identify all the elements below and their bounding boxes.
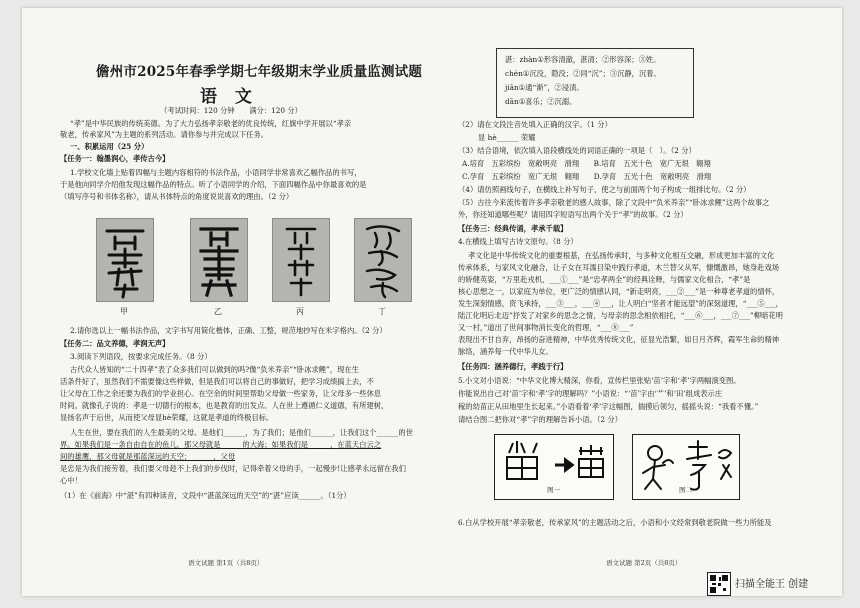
calligraphy-image-jia: [97, 219, 153, 301]
passage-p2-line-4: 是忠是为我们接劳着，我们要父母趁不上我们的步伐时，记得牵着父母的手，一起慢步!让感孝永远留在我们: [60, 464, 406, 473]
passage-p1-line-5: 显扬名声于后世，从而使父母显hè荣耀，这就是孝道的终极目标。: [60, 413, 274, 422]
q5-line-2: 你能说出自己对‘苗’字和‘孝’字的理解吗？”小语说：“‘苗’字由‘艹’和‘田’组成表示庄: [458, 389, 723, 398]
right-page: [442, 8, 842, 596]
calligraphy-image-ding: [355, 219, 411, 301]
poem-line-2: 传承体系，与家风文化融合，让子女在耳濡目染中践行孝道，木兰替父从军，慷慨激昂，她身赴戏场: [458, 263, 780, 272]
q3-text: 3.阅读下列语段，按要求完成任务。（8 分）: [70, 352, 212, 361]
poem-line-8: 表现出不甘自弃，昂扬的奋进精神，中华优秀传统文化，征显光浩繁，如日月齐辉，霞军生命的精神: [458, 335, 780, 344]
passage-p1-line-4: 时间。就像孔子说的：孝是一切德行的根本，也是教育的出发点。人在世上遵循仁义道德，有所建树，: [60, 401, 389, 410]
poem-line-4: 核心思想之一，以家庭为单位，更广泛的情感认同，“新走明亮，___②___”是一种尊老孝道的情怀，: [458, 287, 780, 296]
task-4-title: 【任务四：涵养德行，孝践于行】: [458, 362, 568, 371]
left-page: [22, 8, 430, 596]
task-1-title: 【任务一：翰墨润心，孝传古今】: [60, 154, 170, 163]
plate-label-jia: 甲: [120, 307, 128, 316]
poem-line-5: 发生深刻情感，资飞承持，___③___，___④___，让人明白“坚者才能远望”的深刻道理，“___⑤___，: [458, 299, 783, 308]
passage-p1-line-1: 古代众人皆知的“二十四孝”表了众多我们可以做到的吗?像“负米养亲”“卧冰求鲤”，现在生: [70, 365, 359, 374]
q1-line-3: （填写序号和书体名称），请从书体特点的角度说说喜欢的理由。（2 分）: [60, 192, 294, 201]
q5-line-3: 稼的幼苗正从田地里生长起来。”小语看着‘孝’字这幅图，揣摸后领匀，摇摇头说：“我看不懂。”: [458, 402, 759, 411]
subject-title: 语 文: [200, 87, 258, 107]
def-line-1: 湛：zhàn①形容清澈，湛清；②形容深；③姓。: [505, 55, 661, 64]
q1-line-2: 于是他向同学介绍他发现这幅作品的特点。听了小语同学的介绍，下面四幅作品中你最喜欢的是: [60, 180, 367, 189]
calligraphy-plate-ding: [354, 218, 412, 302]
intro-line-2: 敬老，传承家风”为主题的系列活动。请你参与并完成以下任务。: [60, 130, 269, 139]
pronunciation-box: [496, 48, 694, 118]
q2-text: 2.请你选以上一幅书法作品，文字书写用简化楷体，正确、工整，规范地抄写在米字格内。（2 分）: [70, 326, 387, 335]
figure-2-xiao-evolution: [632, 434, 740, 500]
exam-sheet: [22, 8, 842, 596]
passage-p1-line-3: 让父母在工作之余还要为我们的学业担心。在空余的时间里帮助父母做一些家务，让父母多一些休息: [60, 389, 382, 398]
calligraphy-plate-jia: [96, 218, 154, 302]
calligraphy-image-bing: [273, 219, 329, 301]
poem-line-7: 又一村，”道出了世间事物消长变化的哲理，“___⑧___”: [458, 323, 634, 332]
exam-info: （考试时间：120 分钟 满分：120 分）: [160, 106, 302, 115]
section-1-title: 一、积累运用（25 分）: [70, 142, 149, 151]
footer-right: 语文试题 第2页（共8页）: [606, 559, 682, 567]
q3-1-text: （1）在《前海》中“湛”有四种读音，文段中“湛蓝深远的天空”的“湛”应读______。（1分）: [60, 491, 351, 500]
def-line-3: jiān①通“渐”，②浸渍。: [505, 83, 584, 92]
figure-1-caption: 图一: [547, 486, 560, 494]
task-3-title: 【任务三：经典传诵，孝承千载】: [458, 224, 568, 233]
passage-p2-line-5: 心中！: [60, 476, 82, 485]
plate-label-ding: 丁: [378, 307, 386, 316]
q3-4-text: （4）请仿照画线句子，在横线上补写句子，使之与前面两个句子构成一组排比句。（2 分）: [458, 185, 751, 194]
q1-line-1: 1.学校文化墙上贴着四幅与主题内容相符的书法作品，小语同学非常喜欢乙幅作品的书写，: [70, 168, 362, 177]
poem-line-9: 脉络，涵养每一代中华儿女。: [458, 347, 553, 356]
scanner-brand-label: 扫描全能王 创建: [735, 579, 809, 590]
q6-text: 6.白从学校开展“孝亲敬老，传承家风”的主题活动之后，小语和小文经常到敬老院做一些力所能及: [458, 518, 772, 527]
passage-p1-line-2: 活条件好了，虽然我们不需要像这些样做，但是我们可以将自己的事做好，把学习成绩搞上去，不: [60, 377, 374, 386]
option-c-d: C.孕育 五彩缤纷 宽广无垠 翱翔 D.孕育 五光十色 宽敞明亮 滑翔: [462, 172, 712, 181]
q3-2-answer-line: 显 hè______ 荣耀: [478, 133, 536, 142]
q4-text: 4.在横线上填写古诗文原句。（8 分）: [458, 237, 578, 246]
passage-p2-line-2: 界。如果我们是一条自由自在的鱼儿，那父母就是______的大海；如果我们是______，在蓝天白云之: [60, 440, 382, 449]
calligraphy-plate-yi: [190, 218, 248, 302]
plate-label-yi: 乙: [214, 307, 222, 316]
intro-line-1: “孝”是中华民族的传统美德。为了大力弘扬孝亲敬老的优良传统，红旗中学开展以“孝亲: [70, 119, 352, 128]
figure-1-miao-evolution: [494, 434, 614, 500]
q3-5-line-2: 外，你还知道哪些呢？请用四字短语写出两个关于“孝”的故事。（2 分）: [458, 210, 688, 219]
qr-code-icon: [707, 572, 731, 596]
figure-2-caption: 图二: [679, 486, 692, 494]
calligraphy-plate-bing: [272, 218, 330, 302]
q5-line-1: 5.小文对小语说：“中华文化博大精深，你看，宣传栏里张贴‘苗’字和‘孝’字两幅演变图。: [458, 376, 741, 385]
task-2-title: 【任务二：品文养德，孝润无声】: [60, 339, 170, 348]
passage-p2-line-1: 人生在世，要在我们的人生最美的父母。是他们______，为了我们；是他们______，让我们这个______的世: [70, 428, 413, 437]
footer-left: 语文试题 第1页（共8页）: [188, 559, 264, 567]
q3-5-line-1: （5）古往今来流传着许多孝亲敬老的感人故事，除了文段中“负米养亲”“卧冰求鲤”这两个故事之: [458, 198, 770, 207]
q5-line-4: 请结合图二把你对“孝”字的理解告诉小语。（2 分）: [458, 415, 623, 424]
calligraphy-image-yi: [191, 219, 247, 301]
def-line-2: chén①沉没，隐没；②同“沉”；③沉静，沉着。: [505, 69, 661, 78]
q3-2-text: （2）请在文段注音处填入正确的汉字。（1 分）: [458, 120, 612, 129]
poem-line-6: 陆江化明后北迈”抒发了对家乡的思念之情，与母亲的思念相依相托，“___⑥___，___⑦___”柳暗花明: [458, 311, 783, 320]
exam-title: 儋州市2025年春季学期七年级期末学业质量监测试题: [96, 64, 423, 80]
poem-line-3: 的矫健英姿，“万里赴戎机，___①___”是“忠孝两全”的经典诠释，与儒家文化相合，“孝”是: [458, 275, 751, 284]
q3-3-text: （3）结合语境，依次填入语段横线处的词语正确的一项是（ ）。（2 分）: [458, 146, 696, 155]
def-line-4: dān①喜乐；②沉溺。: [505, 97, 577, 106]
plate-label-bing: 丙: [296, 307, 304, 316]
poem-line-1: 孝文化是中华传统文化的重要根基，在弘扬传承时，与多种文化相互交融，形成更加丰富的文化: [468, 251, 775, 260]
passage-p2-line-3: 间的雄鹰，那父母就是那蓝深远的天空；______，父母: [60, 452, 236, 461]
option-a-b: A.培育 五彩缤纷 宽敞明亮 滑翔 B.培育 五光十色 宽广无垠 翱翔: [462, 159, 711, 168]
